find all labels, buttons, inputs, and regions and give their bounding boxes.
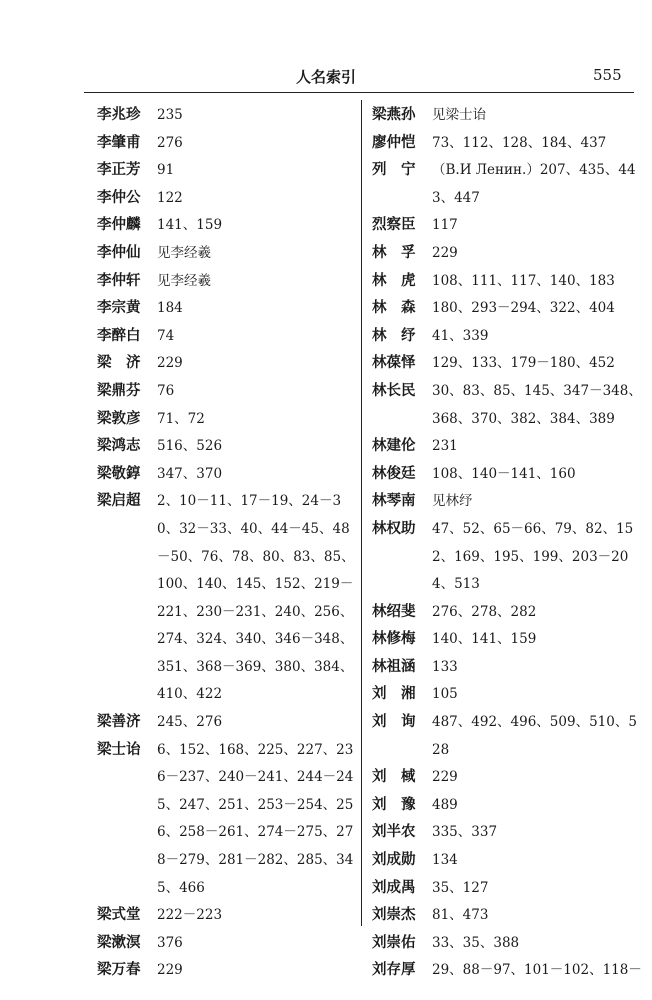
entry-name: 李兆珍 bbox=[97, 107, 141, 123]
index-entry bbox=[372, 599, 642, 627]
entry-name: 林琴南 bbox=[372, 493, 416, 510]
entry-name: 梁式堂 bbox=[97, 907, 141, 924]
entry-pages: 235 bbox=[157, 107, 183, 123]
entry-pages: 见梁士诒 bbox=[432, 107, 486, 123]
index-column-right bbox=[372, 102, 642, 985]
index-entry bbox=[372, 433, 642, 461]
page-title: 人名索引 bbox=[295, 68, 356, 86]
entry-pages: 71、72 bbox=[157, 410, 205, 427]
index-entry bbox=[372, 350, 642, 378]
entry-name: 梁燕孙 bbox=[372, 107, 416, 123]
index-entry bbox=[97, 323, 359, 351]
entry-name: 林俊廷 bbox=[372, 465, 416, 482]
index-entry bbox=[372, 212, 642, 240]
entry-name: 李醉白 bbox=[97, 327, 141, 344]
index-entry bbox=[372, 709, 642, 764]
entry-pages: 2、10－11、17－19、24－30、32－33、40、44－45、48－50、76、78、80、83、85、100、140、145、152、219－221、230－231、240、256、274、324、340、346－348、351、368－369、380、384、410、422 bbox=[157, 493, 355, 703]
entry-pages: 347、370 bbox=[157, 465, 223, 482]
index-entry bbox=[97, 461, 359, 489]
entry-pages: 35、127 bbox=[432, 879, 489, 896]
entry-name: 烈察臣 bbox=[372, 217, 416, 234]
index-entry bbox=[97, 488, 359, 709]
entry-pages: 105 bbox=[432, 686, 458, 703]
entry-pages: 516、526 bbox=[157, 438, 223, 455]
entry-pages: 117 bbox=[432, 217, 458, 234]
page-number: 555 bbox=[593, 66, 622, 84]
entry-name: 李仲公 bbox=[97, 189, 141, 206]
index-entry bbox=[372, 378, 642, 433]
index-entry bbox=[372, 516, 642, 599]
index-entry bbox=[97, 268, 359, 296]
entry-pages: 81、473 bbox=[432, 907, 489, 924]
index-entry bbox=[372, 268, 642, 296]
index-entry bbox=[372, 764, 642, 792]
entry-name: 刘存厚 bbox=[372, 962, 416, 979]
entry-pages: 231 bbox=[432, 438, 458, 455]
entry-pages: （В.И Ленин.）207、435、443、447 bbox=[432, 162, 636, 206]
index-entry bbox=[97, 737, 359, 903]
entry-name: 梁士诒 bbox=[97, 741, 141, 758]
entry-name: 刘 棫 bbox=[372, 769, 416, 786]
entry-pages: 47、52、65－66、79、82、152、169、195、199、203－204、513 bbox=[432, 520, 634, 593]
entry-name: 梁 济 bbox=[97, 355, 141, 372]
entry-name: 李肇甫 bbox=[97, 134, 141, 151]
entry-name: 刘 豫 bbox=[372, 796, 416, 813]
index-entry bbox=[97, 157, 359, 185]
index-entry bbox=[372, 240, 642, 268]
entry-pages: 276 bbox=[157, 134, 183, 151]
entry-pages: 229 bbox=[432, 769, 458, 786]
index-entry bbox=[97, 185, 359, 213]
entry-pages: 141、159 bbox=[157, 217, 223, 234]
entry-pages: 6、152、168、225、227、236－237、240－241、244－245、247、251、253－254、256、258－261、274－275、278－279、281－282、285、345、466 bbox=[157, 741, 354, 896]
index-entry bbox=[372, 157, 642, 212]
entry-name: 林权助 bbox=[372, 520, 416, 537]
index-entry bbox=[97, 957, 359, 985]
index-entry bbox=[372, 130, 642, 158]
entry-name: 林葆怿 bbox=[372, 355, 416, 372]
entry-name: 梁敦彦 bbox=[97, 410, 141, 427]
entry-name: 刘 询 bbox=[372, 714, 416, 731]
header-rule bbox=[84, 92, 634, 93]
entry-name: 刘成禺 bbox=[372, 879, 416, 896]
index-entry bbox=[372, 847, 642, 875]
index-entry bbox=[372, 295, 642, 323]
entry-name: 梁万春 bbox=[97, 962, 141, 979]
entry-pages: 41、339 bbox=[432, 327, 489, 344]
entry-name: 梁鸿志 bbox=[97, 438, 141, 455]
entry-pages: 见林纾 bbox=[432, 493, 473, 510]
index-column-left bbox=[97, 102, 359, 985]
index-entry bbox=[372, 461, 642, 489]
entry-pages: 73、112、128、184、437 bbox=[432, 134, 607, 151]
entry-pages: 133 bbox=[432, 658, 458, 675]
index-entry bbox=[97, 902, 359, 930]
entry-pages: 229 bbox=[432, 244, 458, 261]
entry-name: 李仲仙 bbox=[97, 244, 141, 261]
index-entry bbox=[372, 875, 642, 903]
entry-pages: 见李经羲 bbox=[157, 244, 211, 261]
entry-name: 林 虎 bbox=[372, 272, 416, 289]
entry-pages: 74 bbox=[157, 327, 175, 344]
entry-pages: 108、111、117、140、183 bbox=[432, 272, 615, 289]
entry-name: 廖仲恺 bbox=[372, 134, 416, 151]
entry-pages: 33、35、388 bbox=[432, 934, 520, 951]
entry-name: 刘半农 bbox=[372, 824, 416, 841]
index-entry bbox=[97, 240, 359, 268]
entry-pages: 229 bbox=[157, 355, 183, 372]
entry-name: 李仲轩 bbox=[97, 272, 141, 289]
entry-name: 梁敬錞 bbox=[97, 465, 141, 482]
entry-pages: 335、337 bbox=[432, 824, 498, 841]
entry-pages: 91 bbox=[157, 162, 175, 179]
entry-name: 梁漱溟 bbox=[97, 934, 141, 951]
index-entry bbox=[372, 102, 642, 130]
index-entry bbox=[372, 323, 642, 351]
entry-pages: 见李经羲 bbox=[157, 272, 211, 289]
entry-name: 林祖涵 bbox=[372, 658, 416, 675]
index-entry bbox=[372, 930, 642, 958]
entry-pages: 30、83、85、145、347－348、368、370、382、384、389 bbox=[432, 382, 642, 427]
entry-name: 刘成勋 bbox=[372, 852, 416, 869]
entry-name: 梁善济 bbox=[97, 714, 141, 731]
entry-name: 林长民 bbox=[372, 382, 416, 399]
entry-pages: 29、88－97、101－102、118－ bbox=[432, 962, 642, 979]
index-entry bbox=[97, 212, 359, 240]
entry-name: 梁鼎芬 bbox=[97, 382, 141, 399]
entry-name: 刘崇杰 bbox=[372, 907, 416, 924]
index-entry bbox=[97, 709, 359, 737]
entry-pages: 229 bbox=[157, 962, 183, 979]
index-entry bbox=[372, 626, 642, 654]
entry-name: 林 孚 bbox=[372, 244, 416, 261]
index-entry bbox=[372, 654, 642, 682]
entry-name: 李仲麟 bbox=[97, 217, 141, 234]
index-entry bbox=[372, 488, 642, 516]
index-entry bbox=[97, 433, 359, 461]
entry-pages: 122 bbox=[157, 189, 183, 206]
index-entry bbox=[372, 681, 642, 709]
entry-name: 列 宁 bbox=[372, 162, 416, 179]
entry-pages: 487、492、496、509、510、528 bbox=[432, 714, 637, 758]
index-entry bbox=[97, 130, 359, 158]
index-entry bbox=[372, 957, 642, 985]
entry-pages: 134 bbox=[432, 852, 458, 869]
entry-pages: 140、141、159 bbox=[432, 631, 537, 648]
entry-pages: 108、140－141、160 bbox=[432, 465, 576, 482]
index-entry bbox=[372, 902, 642, 930]
index-entry bbox=[97, 406, 359, 434]
index-entry bbox=[97, 930, 359, 958]
entry-name: 李宗黄 bbox=[97, 300, 141, 317]
index-entry bbox=[372, 819, 642, 847]
entry-name: 林建伦 bbox=[372, 438, 416, 455]
column-divider bbox=[361, 100, 362, 926]
entry-name: 林 纾 bbox=[372, 327, 416, 344]
index-entry bbox=[97, 102, 359, 130]
index-entry bbox=[97, 378, 359, 406]
entry-pages: 184 bbox=[157, 300, 183, 317]
entry-pages: 376 bbox=[157, 934, 183, 951]
entry-name: 刘 湘 bbox=[372, 686, 416, 703]
index-entry bbox=[372, 792, 642, 820]
entry-name: 林绍斐 bbox=[372, 603, 416, 620]
index-entry bbox=[97, 350, 359, 378]
entry-pages: 489 bbox=[432, 796, 458, 813]
entry-name: 梁启超 bbox=[97, 493, 141, 510]
entry-name: 林 森 bbox=[372, 300, 416, 317]
entry-name: 林修梅 bbox=[372, 631, 416, 648]
entry-name: 刘崇佑 bbox=[372, 934, 416, 951]
entry-pages: 180、293－294、322、404 bbox=[432, 300, 615, 317]
entry-pages: 222－223 bbox=[157, 907, 223, 924]
entry-name: 李正芳 bbox=[97, 162, 141, 179]
entry-pages: 129、133、179－180、452 bbox=[432, 355, 615, 372]
index-entry bbox=[97, 295, 359, 323]
entry-pages: 245、276 bbox=[157, 714, 223, 731]
entry-pages: 276、278、282 bbox=[432, 603, 537, 620]
entry-pages: 76 bbox=[157, 382, 175, 399]
